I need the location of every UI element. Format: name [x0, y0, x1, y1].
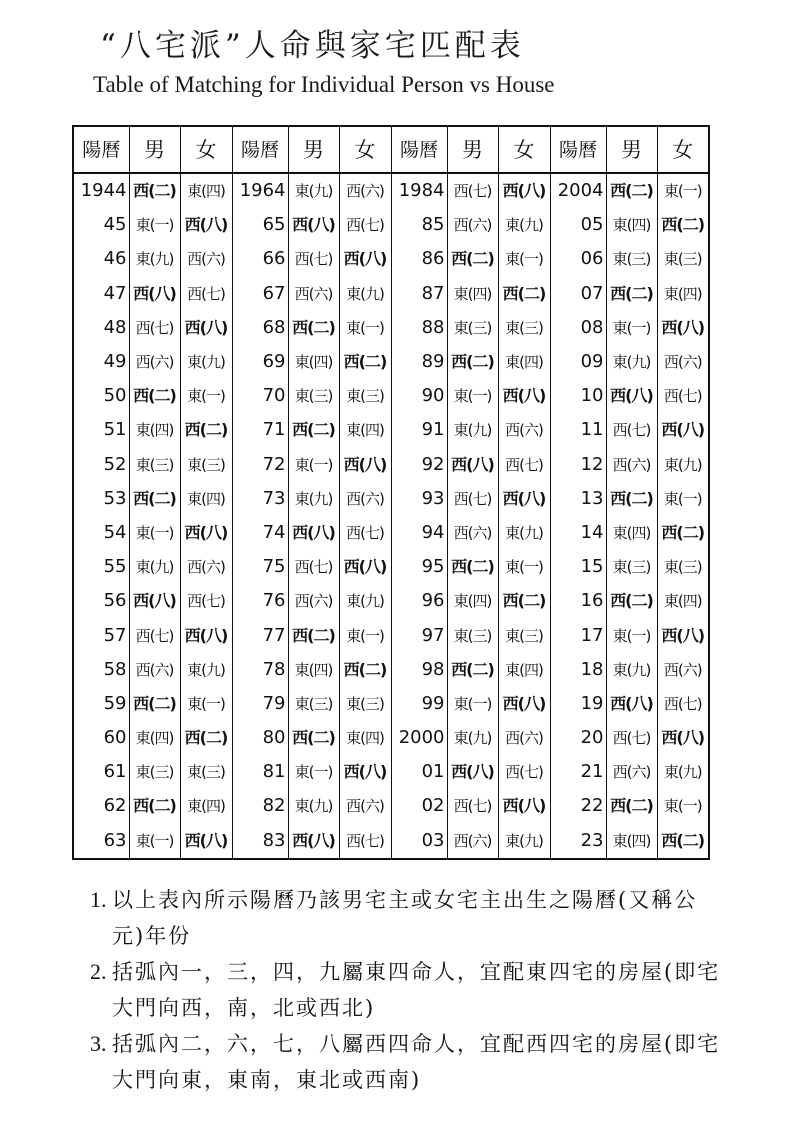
male-value-cell: 東(四) — [447, 584, 498, 618]
female-value-cell: 西(六) — [657, 345, 709, 379]
page-subtitle: Table of Matching for Individual Person vs House — [93, 72, 555, 97]
female-value-cell: 東(一) — [339, 311, 391, 345]
male-value-cell: 東(三) — [606, 550, 657, 584]
year-cell: 02 — [391, 789, 447, 823]
male-value-cell: 東(四) — [129, 413, 180, 447]
male-value-cell: 東(三) — [288, 687, 339, 721]
year-cell: 11 — [550, 413, 606, 447]
female-value-cell: 東(一) — [498, 550, 550, 584]
female-value-cell: 東(四) — [498, 345, 550, 379]
year-cell: 73 — [232, 482, 288, 516]
female-value-cell: 西(八) — [657, 413, 709, 447]
male-value-cell: 西(六) — [447, 824, 498, 859]
matching-table — [72, 125, 710, 860]
male-value-cell: 東(九) — [447, 413, 498, 447]
male-value-cell: 東(一) — [288, 755, 339, 789]
year-cell: 55 — [103, 556, 127, 578]
male-value-cell: 西(六) — [129, 653, 180, 687]
year-cell: 97 — [391, 618, 447, 652]
table-row — [73, 379, 709, 413]
year-cell: 15 — [550, 550, 606, 584]
year-cell: 19 — [550, 687, 606, 721]
male-value-cell: 西(七) — [288, 550, 339, 584]
male-value-cell: 西(二) — [129, 173, 180, 208]
year-cell: 16 — [550, 584, 606, 618]
male-value-cell: 西(六) — [447, 208, 498, 242]
female-value-cell: 西(八) — [339, 242, 391, 276]
year-cell: 85 — [391, 208, 447, 242]
female-column-header: 女 — [498, 126, 550, 173]
male-value-cell: 西(六) — [606, 448, 657, 482]
female-value-cell: 西(八) — [657, 618, 709, 652]
year-cell: 08 — [550, 311, 606, 345]
female-value-cell: 東(三) — [657, 242, 709, 276]
year-cell: 74 — [232, 516, 288, 550]
year-cell: 88 — [391, 311, 447, 345]
table-row — [73, 482, 709, 516]
female-value-cell: 東(三) — [657, 550, 709, 584]
year-cell: 50 — [103, 385, 127, 407]
year-cell: 57 — [103, 624, 127, 646]
year-cell: 72 — [232, 448, 288, 482]
year-cell: 05 — [550, 208, 606, 242]
year-cell: 76 — [232, 584, 288, 618]
female-value-cell: 西(二) — [657, 516, 709, 550]
year-cell: 17 — [550, 618, 606, 652]
female-value-cell: 西(八) — [498, 687, 550, 721]
year-cell: 67 — [232, 277, 288, 311]
year-column-header: 陽曆 — [232, 126, 288, 173]
male-column-header: 男 — [606, 126, 657, 173]
male-value-cell: 西(七) — [129, 311, 180, 345]
male-value-cell: 西(二) — [129, 687, 180, 721]
page-title: “八宅派”人命與家宅匹配表 — [100, 28, 525, 64]
male-value-cell: 西(七) — [606, 413, 657, 447]
female-value-cell: 西(八) — [180, 824, 232, 859]
female-value-cell: 西(六) — [180, 550, 232, 584]
table-row — [73, 173, 709, 208]
year-cell: 1984 — [391, 173, 447, 208]
male-value-cell: 西(七) — [447, 173, 498, 208]
note-text: 括弧內一，三，四，九屬東四命人，宜配東四宅的房屋(即宅大門向西，南，北或西北) — [112, 960, 721, 1020]
year-column-header: 陽曆 — [550, 126, 606, 173]
male-value-cell: 東(一) — [447, 687, 498, 721]
year-cell: 46 — [103, 248, 127, 270]
male-column-header: 男 — [288, 126, 339, 173]
male-value-cell: 西(六) — [288, 584, 339, 618]
female-value-cell: 西(七) — [339, 516, 391, 550]
table-body — [73, 173, 709, 859]
female-value-cell: 東(三) — [180, 755, 232, 789]
table-row — [73, 550, 709, 584]
male-value-cell: 西(八) — [288, 208, 339, 242]
female-value-cell: 東(三) — [339, 687, 391, 721]
female-value-cell: 東(九) — [498, 208, 550, 242]
year-cell: 70 — [232, 379, 288, 413]
year-cell: 96 — [391, 584, 447, 618]
year-cell: 77 — [232, 618, 288, 652]
female-value-cell: 東(一) — [498, 242, 550, 276]
male-value-cell: 西(七) — [447, 482, 498, 516]
female-value-cell: 西(六) — [498, 721, 550, 755]
female-value-cell: 西(七) — [339, 824, 391, 859]
year-cell: 54 — [103, 521, 127, 543]
male-value-cell: 西(二) — [447, 242, 498, 276]
year-cell: 45 — [103, 214, 127, 236]
male-value-cell: 東(三) — [606, 242, 657, 276]
table-row — [73, 277, 709, 311]
female-value-cell: 西(七) — [498, 755, 550, 789]
year-cell: 22 — [550, 789, 606, 823]
year-cell: 71 — [232, 413, 288, 447]
female-value-cell: 東(一) — [657, 482, 709, 516]
male-value-cell: 東(三) — [129, 448, 180, 482]
year-cell: 69 — [232, 345, 288, 379]
male-value-cell: 西(二) — [606, 482, 657, 516]
female-value-cell: 東(九) — [657, 755, 709, 789]
year-cell: 62 — [103, 795, 127, 817]
year-cell: 49 — [103, 351, 127, 373]
male-value-cell: 東(四) — [606, 824, 657, 859]
year-cell: 51 — [103, 419, 127, 441]
male-value-cell: 東(一) — [606, 618, 657, 652]
male-value-cell: 西(二) — [129, 379, 180, 413]
female-value-cell: 西(八) — [180, 208, 232, 242]
notes-list — [90, 882, 730, 1098]
female-value-cell: 東(四) — [657, 584, 709, 618]
female-value-cell: 東(四) — [180, 789, 232, 823]
male-value-cell: 西(八) — [288, 824, 339, 859]
male-value-cell: 東(一) — [129, 516, 180, 550]
year-cell: 1964 — [232, 173, 288, 208]
year-cell: 47 — [103, 282, 127, 304]
male-value-cell: 東(四) — [606, 516, 657, 550]
year-cell: 10 — [550, 379, 606, 413]
female-value-cell: 東(四) — [339, 721, 391, 755]
male-value-cell: 西(二) — [606, 789, 657, 823]
female-column-header: 女 — [180, 126, 232, 173]
table-row — [73, 687, 709, 721]
table-row — [73, 516, 709, 550]
table-row — [73, 345, 709, 379]
female-value-cell: 西(二) — [339, 653, 391, 687]
male-value-cell: 東(九) — [288, 789, 339, 823]
year-cell: 92 — [391, 448, 447, 482]
year-cell: 53 — [103, 487, 127, 509]
female-value-cell: 西(二) — [339, 345, 391, 379]
year-cell: 93 — [391, 482, 447, 516]
male-value-cell: 西(六) — [606, 755, 657, 789]
table-row — [73, 208, 709, 242]
female-value-cell: 西(七) — [180, 277, 232, 311]
female-value-cell: 西(八) — [657, 721, 709, 755]
male-column-header: 男 — [447, 126, 498, 173]
female-value-cell: 西(八) — [180, 618, 232, 652]
female-value-cell: 西(七) — [657, 687, 709, 721]
female-value-cell: 西(八) — [339, 448, 391, 482]
table-row — [73, 584, 709, 618]
female-value-cell: 東(三) — [498, 618, 550, 652]
year-cell: 81 — [232, 755, 288, 789]
female-column-header: 女 — [339, 126, 391, 173]
year-cell: 95 — [391, 550, 447, 584]
table-row — [73, 789, 709, 823]
male-value-cell: 東(三) — [447, 618, 498, 652]
table-row — [73, 448, 709, 482]
male-value-cell: 東(四) — [288, 345, 339, 379]
year-cell: 66 — [232, 242, 288, 276]
male-value-cell: 西(六) — [447, 516, 498, 550]
female-value-cell: 西(二) — [657, 824, 709, 859]
table-row — [73, 618, 709, 652]
male-column-header: 男 — [129, 126, 180, 173]
table-row — [73, 242, 709, 276]
female-value-cell: 西(八) — [657, 311, 709, 345]
year-cell: 18 — [550, 653, 606, 687]
female-value-cell: 西(六) — [657, 653, 709, 687]
female-value-cell: 西(八) — [498, 482, 550, 516]
female-value-cell: 西(八) — [180, 311, 232, 345]
female-column-header: 女 — [657, 126, 709, 173]
year-cell: 79 — [232, 687, 288, 721]
male-value-cell: 西(七) — [606, 721, 657, 755]
year-cell: 12 — [550, 448, 606, 482]
female-value-cell: 東(一) — [180, 379, 232, 413]
male-value-cell: 西(七) — [129, 618, 180, 652]
note-item — [90, 1026, 730, 1098]
year-cell: 56 — [103, 590, 127, 612]
year-cell: 48 — [103, 316, 127, 338]
year-cell: 03 — [391, 824, 447, 859]
female-value-cell: 西(八) — [339, 755, 391, 789]
male-value-cell: 東(一) — [288, 448, 339, 482]
male-value-cell: 東(三) — [288, 379, 339, 413]
male-value-cell: 西(八) — [606, 379, 657, 413]
year-cell: 99 — [391, 687, 447, 721]
female-value-cell: 東(四) — [498, 653, 550, 687]
year-cell: 90 — [391, 379, 447, 413]
female-value-cell: 東(三) — [180, 448, 232, 482]
year-cell: 89 — [391, 345, 447, 379]
year-cell: 91 — [391, 413, 447, 447]
note-number: 3. — [90, 1031, 107, 1056]
male-value-cell: 東(九) — [606, 653, 657, 687]
year-cell: 60 — [103, 727, 127, 749]
female-value-cell: 東(一) — [180, 687, 232, 721]
year-cell: 83 — [232, 824, 288, 859]
female-value-cell: 西(七) — [657, 379, 709, 413]
male-value-cell: 西(六) — [288, 277, 339, 311]
female-value-cell: 西(八) — [498, 789, 550, 823]
year-cell: 61 — [103, 761, 127, 783]
male-value-cell: 西(二) — [606, 173, 657, 208]
table-header-row — [73, 126, 709, 173]
female-value-cell: 東(九) — [498, 516, 550, 550]
male-value-cell: 西(二) — [447, 345, 498, 379]
table-row — [73, 653, 709, 687]
table-row — [73, 721, 709, 755]
male-value-cell: 西(二) — [129, 482, 180, 516]
female-value-cell: 東(九) — [180, 653, 232, 687]
female-value-cell: 西(二) — [498, 584, 550, 618]
female-value-cell: 西(七) — [180, 584, 232, 618]
male-value-cell: 東(一) — [129, 208, 180, 242]
note-number: 1. — [90, 887, 107, 912]
male-value-cell: 西(八) — [129, 584, 180, 618]
female-value-cell: 東(九) — [339, 584, 391, 618]
note-item — [90, 882, 730, 954]
year-cell: 65 — [232, 208, 288, 242]
female-value-cell: 西(六) — [339, 482, 391, 516]
male-value-cell: 西(二) — [606, 584, 657, 618]
table-row — [73, 755, 709, 789]
year-cell: 82 — [232, 789, 288, 823]
female-value-cell: 東(三) — [498, 311, 550, 345]
male-value-cell: 西(二) — [447, 550, 498, 584]
female-value-cell: 東(一) — [339, 618, 391, 652]
year-cell: 21 — [550, 755, 606, 789]
year-column-header: 陽曆 — [73, 126, 129, 173]
male-value-cell: 西(八) — [606, 687, 657, 721]
female-value-cell: 東(四) — [339, 413, 391, 447]
male-value-cell: 西(二) — [447, 653, 498, 687]
female-value-cell: 西(六) — [339, 789, 391, 823]
year-cell: 52 — [103, 453, 127, 475]
table-row — [73, 413, 709, 447]
year-cell: 80 — [232, 721, 288, 755]
table-row — [73, 311, 709, 345]
year-cell: 14 — [550, 516, 606, 550]
female-value-cell: 西(八) — [498, 173, 550, 208]
female-value-cell: 西(六) — [498, 413, 550, 447]
male-value-cell: 西(七) — [288, 242, 339, 276]
female-value-cell: 西(二) — [657, 208, 709, 242]
female-value-cell: 西(七) — [339, 208, 391, 242]
table-row — [73, 824, 709, 859]
male-value-cell: 西(二) — [288, 311, 339, 345]
year-cell: 68 — [232, 311, 288, 345]
female-value-cell: 西(八) — [498, 379, 550, 413]
male-value-cell: 東(四) — [288, 653, 339, 687]
female-value-cell: 東(九) — [498, 824, 550, 859]
female-value-cell: 東(一) — [657, 789, 709, 823]
year-cell: 20 — [550, 721, 606, 755]
male-value-cell: 東(四) — [606, 208, 657, 242]
male-value-cell: 東(九) — [288, 482, 339, 516]
female-value-cell: 西(七) — [498, 448, 550, 482]
male-value-cell: 東(三) — [447, 311, 498, 345]
male-value-cell: 東(四) — [129, 721, 180, 755]
female-value-cell: 西(二) — [180, 721, 232, 755]
year-cell: 09 — [550, 345, 606, 379]
male-value-cell: 東(九) — [447, 721, 498, 755]
male-value-cell: 東(三) — [129, 755, 180, 789]
year-cell: 01 — [391, 755, 447, 789]
note-number: 2. — [90, 959, 107, 984]
male-value-cell: 東(四) — [447, 277, 498, 311]
male-value-cell: 東(一) — [606, 311, 657, 345]
male-value-cell: 西(八) — [288, 516, 339, 550]
year-cell: 13 — [550, 482, 606, 516]
year-cell: 75 — [232, 550, 288, 584]
male-value-cell: 西(八) — [447, 755, 498, 789]
male-value-cell: 西(八) — [129, 277, 180, 311]
year-cell: 06 — [550, 242, 606, 276]
male-value-cell: 西(二) — [288, 721, 339, 755]
year-cell: 07 — [550, 277, 606, 311]
year-cell: 87 — [391, 277, 447, 311]
year-cell: 98 — [391, 653, 447, 687]
male-value-cell: 西(二) — [606, 277, 657, 311]
female-value-cell: 西(六) — [339, 173, 391, 208]
year-cell: 63 — [103, 829, 127, 851]
note-text: 括弧內二，六，七，八屬西四命人，宜配西四宅的房屋(即宅大門向東，東南，東北或西南) — [112, 1032, 721, 1092]
note-text: 以上表內所示陽曆乃該男宅主或女宅主出生之陽曆(又稱公元)年份 — [112, 888, 698, 948]
female-value-cell: 西(二) — [498, 277, 550, 311]
female-value-cell: 東(一) — [657, 173, 709, 208]
male-value-cell: 東(九) — [288, 173, 339, 208]
male-value-cell: 西(二) — [288, 413, 339, 447]
year-column-header: 陽曆 — [391, 126, 447, 173]
female-value-cell: 東(四) — [657, 277, 709, 311]
male-value-cell: 東(九) — [129, 550, 180, 584]
female-value-cell: 東(九) — [339, 277, 391, 311]
male-value-cell: 東(一) — [129, 824, 180, 859]
year-cell: 78 — [232, 653, 288, 687]
year-cell: 86 — [391, 242, 447, 276]
year-cell: 2004 — [550, 173, 606, 208]
note-item — [90, 954, 730, 1026]
year-cell: 58 — [103, 658, 127, 680]
female-value-cell: 東(四) — [180, 173, 232, 208]
female-value-cell: 西(六) — [180, 242, 232, 276]
female-value-cell: 西(八) — [180, 516, 232, 550]
year-cell: 59 — [103, 692, 127, 714]
female-value-cell: 東(九) — [657, 448, 709, 482]
year-cell: 1944 — [80, 180, 127, 202]
female-value-cell: 東(九) — [180, 345, 232, 379]
male-value-cell: 西(七) — [447, 789, 498, 823]
male-value-cell: 東(一) — [447, 379, 498, 413]
year-cell: 94 — [391, 516, 447, 550]
male-value-cell: 東(九) — [606, 345, 657, 379]
year-cell: 23 — [550, 824, 606, 859]
year-cell: 2000 — [391, 721, 447, 755]
female-value-cell: 西(八) — [339, 550, 391, 584]
female-value-cell: 東(四) — [180, 482, 232, 516]
male-value-cell: 西(二) — [129, 789, 180, 823]
male-value-cell: 西(六) — [129, 345, 180, 379]
female-value-cell: 西(二) — [180, 413, 232, 447]
male-value-cell: 東(九) — [129, 242, 180, 276]
female-value-cell: 東(三) — [339, 379, 391, 413]
male-value-cell: 西(二) — [288, 618, 339, 652]
male-value-cell: 西(八) — [447, 448, 498, 482]
